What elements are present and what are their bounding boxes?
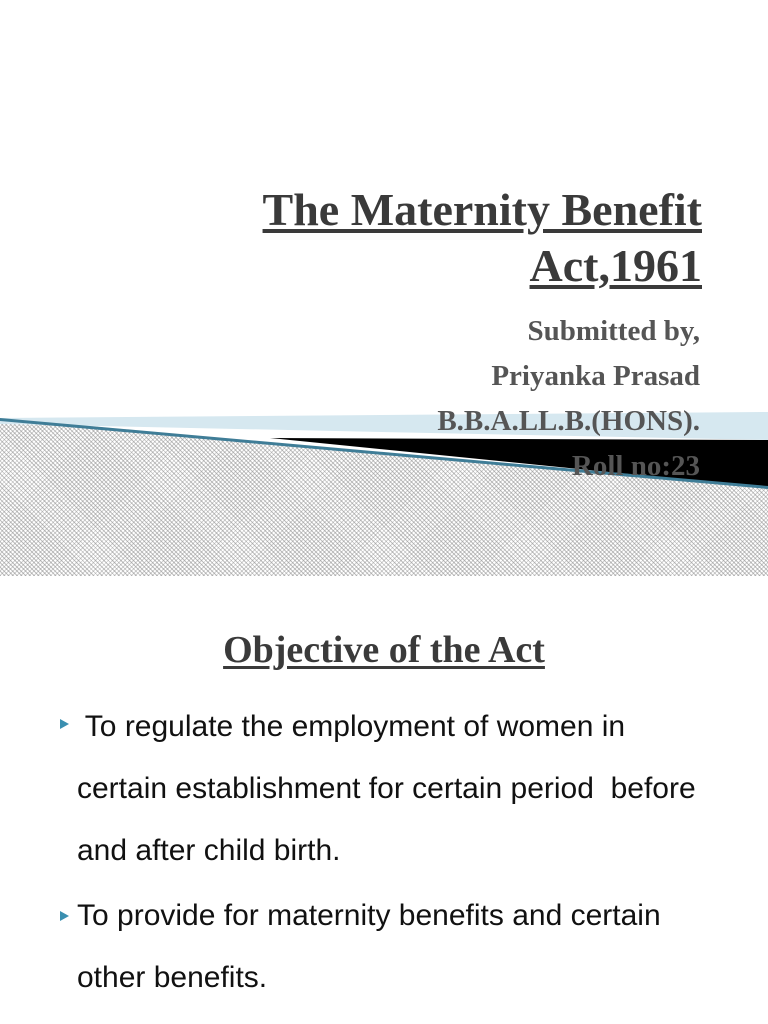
course-name: B.B.A.LL.B.(HONS). <box>437 405 700 437</box>
title-line-1: The Maternity Benefit <box>262 184 702 235</box>
bullet-2-line-1: To provide for maternity benefits and certain <box>77 899 661 932</box>
bullet-1-line-3: and after child birth. <box>77 834 341 867</box>
content-slide <box>0 576 768 1024</box>
slide-title <box>62 182 702 294</box>
roll-number: Roll no:23 <box>571 450 700 482</box>
bullet-arrow-icon <box>60 911 69 921</box>
bullet-1-line-2: certain establishment for certain period before <box>77 772 696 805</box>
bullet-arrow-icon <box>60 719 69 729</box>
submitted-by-label: Submitted by, <box>527 315 700 347</box>
slide-heading: Objective of the Act <box>223 629 545 671</box>
bullet-1-line-1: To regulate the employment of women in <box>77 710 626 743</box>
author-name: Priyanka Prasad <box>491 360 700 392</box>
bullet-2-line-2: other benefits. <box>77 961 268 994</box>
title-line-2: Act,1961 <box>529 240 702 291</box>
